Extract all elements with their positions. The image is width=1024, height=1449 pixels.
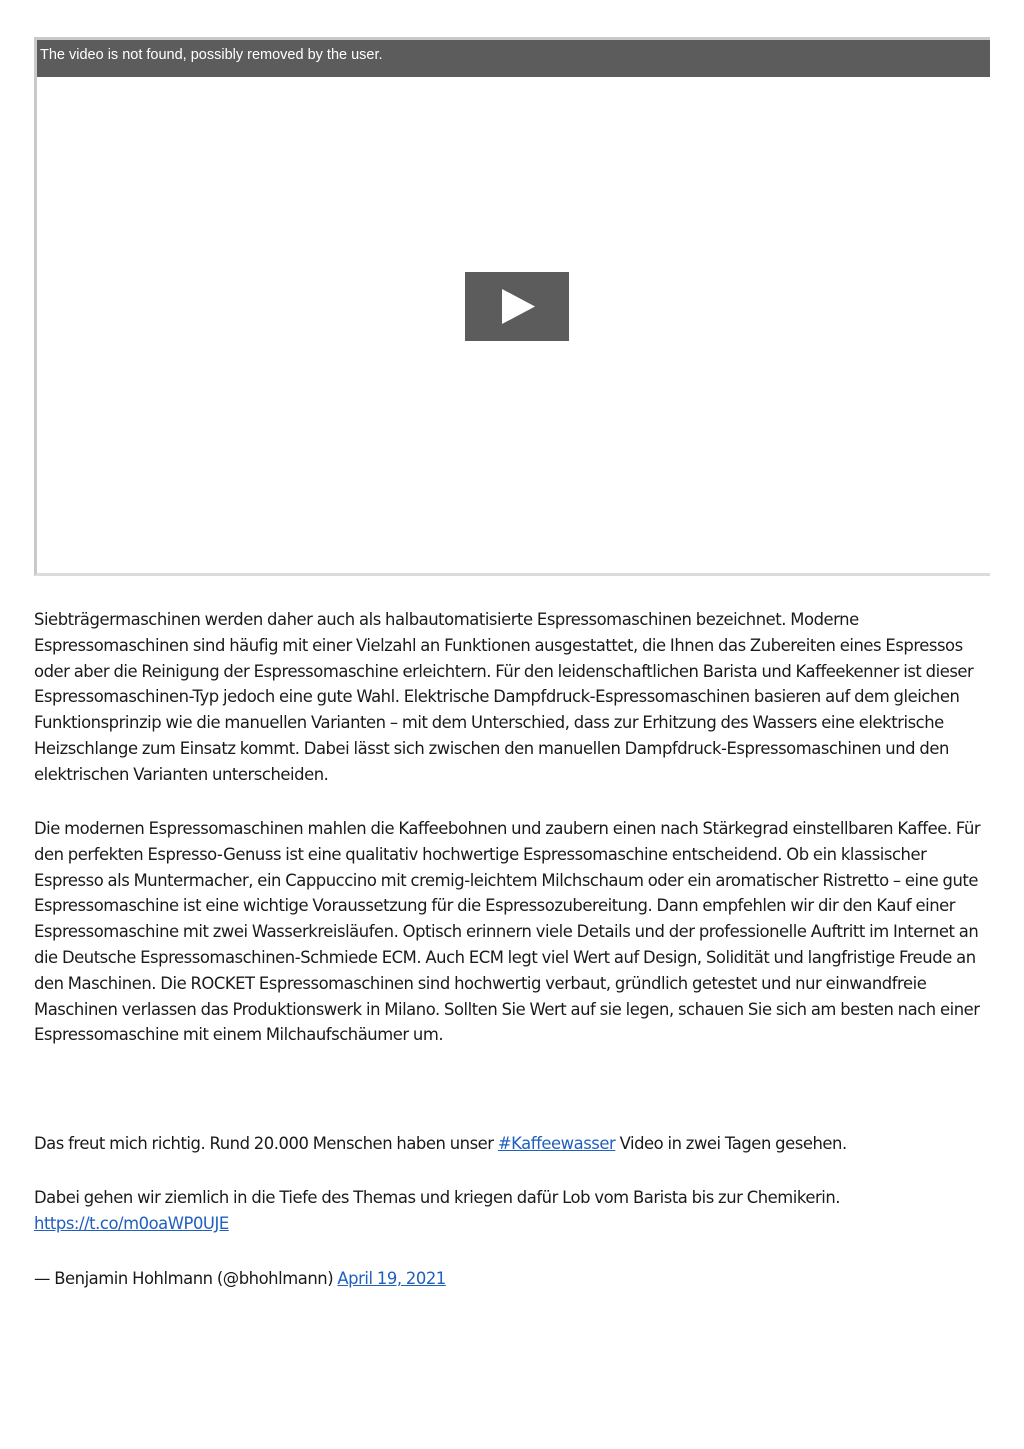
tweet-short-link[interactable]: https://t.co/m0oaWP0UJE <box>34 1213 229 1233</box>
tweet-attribution <box>34 1266 994 1292</box>
tweet-date-link[interactable]: April 19, 2021 <box>337 1269 446 1288</box>
play-icon <box>465 272 569 341</box>
tweet-text-end: Video in zwei Tagen gesehen. <box>615 1134 847 1153</box>
article-paragraph: Die modernen Espressomaschinen mahlen die Kaffeebohnen und zaubern einen nach Stärkegrad einstellbaren Kaffee. Für den perfekten Espresso-Genuss ist eine qualitativ hochwertige Espressomaschine entscheidend. Ob ein klassischer Espresso als Muntermacher, ein Cappuccino mit cremig-leichtem Milchschaum oder ein aromatischer Ristretto – eine gute Espressomaschine ist eine wichtige Voraussetzung für die Espressozubereitung. Dann empfehlen wir dir den Kauf einer Espressomaschine mit zwei Wasserkreisläufen. Optisch erinnern viele Details und der professionelle Auftritt im Internet an die Deutsche Espressomaschinen-Schmiede ECM. Auch ECM legt viel Wert auf Design, Solidität und langfristige Freude an den Maschinen. Die ROCKET Espressomaschinen sind hochwertig verbaut, gründlich getestet und nur einwandfreie Maschinen verlassen das Produktionswerk in Milano. Sollten Sie Wert auf sie legen, schauen Sie sich am besten nach einer Espressomaschine mit einem Milchaufschäumer um. <box>34 819 981 1045</box>
tweet-text-continued <box>34 1185 994 1237</box>
article-paragraph: Siebträgermaschinen werden daher auch als halbautomatisierte Espressomaschinen bezeichnet. Moderne Espressomaschinen sind häufig mit einer Vielzahl an Funktionen ausgestattet, die Ihnen das Zubereiten eines Espressos oder aber die Reinigung der Espressomaschine erleichtern. Für den leidenschaftlichen Barista und Kaffeekenner ist dieser Espressomaschinen-Typ jedoch eine gute Wahl. Elektrische Dampfdruck-Espressomaschinen basieren auf dem gleichen Funktionsprinzip wie die manuellen Varianten – mit dem Unterschied, dass zur Erhitzung des Wassers eine elektrische Heizschlange zum Einsatz kommt. Dabei lässt sich zwischen den manuellen Dampfdruck-Espressomaschinen und den elektrischen Varianten unterscheiden. <box>34 610 974 784</box>
tweet-text-start: Das freut mich richtig. Rund 20.000 Menschen haben unser <box>34 1134 498 1153</box>
tweet-line: Dabei gehen wir ziemlich in die Tiefe des Themas und kriegen dafür Lob vom Barista bis zur Chemikerin. <box>34 1188 841 1207</box>
hashtag-link[interactable]: #Kaffeewasser <box>497 1134 616 1153</box>
video-embed[interactable] <box>34 37 990 576</box>
tweet-author: — Benjamin Hohlmann (@bhohlmann) <box>34 1269 338 1288</box>
video-error-message: The video is not found, possibly removed by the user. <box>37 40 990 77</box>
tweet-text <box>34 1131 994 1157</box>
play-button[interactable] <box>465 272 569 341</box>
